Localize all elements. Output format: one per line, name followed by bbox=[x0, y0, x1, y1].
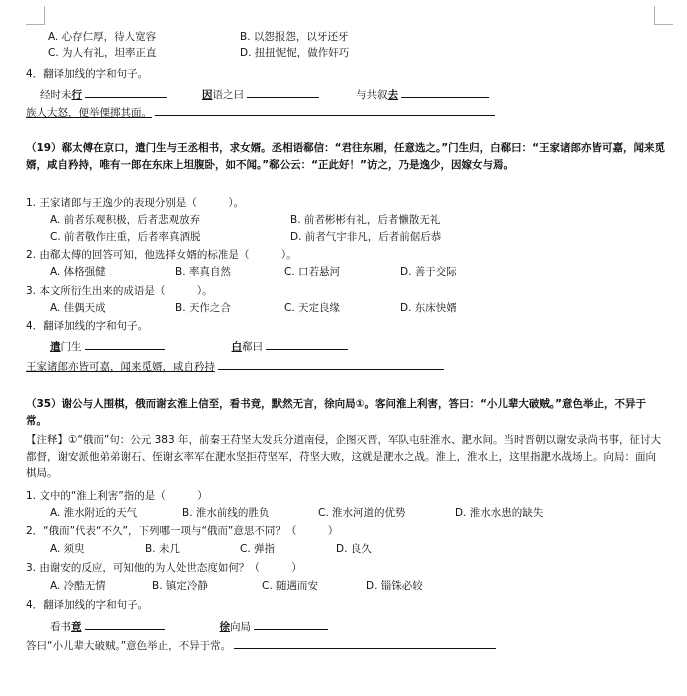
p35-sentence-text: 答曰“小儿辈大破贼。”意色举止，不异于常。 bbox=[26, 640, 232, 652]
p19-q1-option-d: D. 前者气宇非凡，后者前倨后恭 bbox=[290, 231, 442, 243]
p19-translate-sentence-row bbox=[26, 358, 444, 374]
question-4-heading: 4．翻译加线的字和句子。 bbox=[26, 68, 149, 80]
p35-word-2-key: 徐 bbox=[219, 621, 231, 633]
option-a: A. 心存仁厚，待人宽容 bbox=[48, 31, 157, 43]
p19-q2-option-b: B. 率真自然 bbox=[175, 266, 231, 278]
p35-question-2: 2．“俄而”代表“不久”，下列哪一项与“俄而”意思不同？（ ） bbox=[26, 525, 339, 537]
p19-q2-option-d: D. 善于交际 bbox=[400, 266, 457, 278]
word-1-key: 行 bbox=[71, 89, 82, 101]
word-3-key: 去 bbox=[387, 89, 399, 101]
passage-35-note: 【注释】①“俄而”句：公元 383 年，前秦王苻坚大发兵分道南侵，企图灭晋，军队屯驻淮水、淝水间。当时晋朝以谢安录尚书事，征讨大都督，谢安派他弟弟谢石、侄谢玄率军在淝水坚拒苻坚军，苻坚大败，这就是淝水之战。淮上，淮水上，这里指淝水战场上。向局：面向棋局。 bbox=[26, 434, 662, 479]
p19-q1-option-a: A. 前者乐观积极，后者悲观放弃 bbox=[50, 214, 201, 226]
p19-answer-blank-1[interactable] bbox=[85, 338, 165, 350]
p35-answer-blank-sentence[interactable] bbox=[234, 637, 496, 649]
p19-question-1: 1. 王家诸郎与王逸少的表现分别是（ ）。 bbox=[26, 197, 245, 209]
p19-answer-blank-sentence[interactable] bbox=[218, 358, 444, 370]
p35-q2-option-b: B. 未几 bbox=[145, 543, 180, 555]
passage-35: （35）谢公与人围棋，俄而谢玄淮上信至，看书竟，默然无言，徐向局①。客问淮上利害，答曰：“小儿辈大破贼。”意色举止，不异于常。 bbox=[26, 398, 647, 427]
p19-word-1-key: 遣 bbox=[50, 341, 61, 353]
p19-word-1-text: 门生 bbox=[60, 341, 82, 353]
p35-q3-option-a: A. 冷酷无情 bbox=[50, 580, 106, 592]
p19-q3-option-d: D. 东床快婿 bbox=[400, 302, 457, 314]
word-1-text: 经时未 bbox=[40, 89, 72, 101]
translate-sentence-row bbox=[26, 104, 495, 120]
answer-blank-3[interactable] bbox=[401, 86, 489, 98]
p35-q3-option-c: C. 随遇而安 bbox=[262, 580, 319, 592]
p19-q3-option-b: B. 天作之合 bbox=[175, 302, 231, 314]
p35-answer-blank-1[interactable] bbox=[85, 618, 165, 630]
p19-word-2-text: 郗曰 bbox=[242, 341, 264, 353]
p19-q2-option-c: C. 口若悬河 bbox=[284, 266, 341, 278]
p19-question-4: 4．翻译加线的字和句子。 bbox=[26, 320, 149, 332]
p35-translate-sentence-row bbox=[26, 637, 496, 653]
answer-blank-sentence[interactable] bbox=[155, 104, 495, 116]
p35-word-1-key: 竟 bbox=[71, 621, 82, 633]
p35-q2-option-d: D. 良久 bbox=[336, 543, 372, 555]
translate-words-row bbox=[40, 86, 489, 102]
p19-q1-option-c: C. 前者敬作庄重，后者率真洒脱 bbox=[50, 231, 201, 243]
answer-blank-2[interactable] bbox=[247, 86, 319, 98]
p19-q3-option-a: A. 佳偶天成 bbox=[50, 302, 106, 314]
option-c: C. 为人有礼，坦率正直 bbox=[48, 47, 157, 59]
p19-q3-option-c: C. 天定良缘 bbox=[284, 302, 341, 314]
option-d: D. 扭扭怩怩，做作奸巧 bbox=[240, 47, 350, 59]
p19-translate-words-row bbox=[50, 338, 348, 354]
p35-q3-option-b: B. 镇定冷静 bbox=[152, 580, 208, 592]
p35-word-2-text: 向局 bbox=[230, 621, 252, 633]
word-2-text: 语之曰 bbox=[212, 89, 245, 101]
p35-question-1: 1. 文中的“淮上利害”指的是（ ） bbox=[26, 490, 208, 502]
option-b: B. 以怨报怨，以牙还牙 bbox=[240, 31, 349, 43]
p19-question-3: 3. 本文所衍生出来的成语是（ ）。 bbox=[26, 285, 213, 297]
p35-q2-option-a: A. 须臾 bbox=[50, 543, 85, 555]
p35-q1-option-b: B. 淮水前线的胜负 bbox=[182, 507, 270, 519]
p35-q2-option-c: C. 弹指 bbox=[240, 543, 276, 555]
word-3-text: 与共叙 bbox=[356, 89, 388, 101]
p19-sentence-text: 王家诸郎亦皆可嘉，闻来觅婿，咸自矜持 bbox=[26, 361, 215, 373]
p35-translate-words-row bbox=[50, 618, 328, 634]
p35-answer-blank-2[interactable] bbox=[254, 618, 328, 630]
p19-answer-blank-2[interactable] bbox=[266, 338, 348, 350]
p35-word-1-text: 看书 bbox=[50, 621, 71, 633]
p35-question-4: 4．翻译加线的字和句子。 bbox=[26, 599, 149, 611]
p19-q2-option-a: A. 体格强健 bbox=[50, 266, 106, 278]
p35-q1-option-c: C. 淮水河道的优势 bbox=[318, 507, 406, 519]
answer-blank-1[interactable] bbox=[85, 86, 167, 98]
word-2-key: 因 bbox=[202, 89, 213, 101]
p35-question-3: 3. 由谢安的反应，可知他的为人处世态度如何？（ ） bbox=[26, 562, 302, 574]
p19-word-2-key: 白 bbox=[231, 341, 243, 353]
passage-19: （19）郗太傅在京口，遣门生与王丞相书，求女婿。丞相语郗信：“君往东厢，任意选之。”门生归，白郗曰：“王家诸郎亦皆可嘉，闻来觅婿，咸自矜持，唯有一郎在东床上坦腹卧，如不闻。”郗公云：“正此好！”访之，乃是逸少，因嫁女与焉。 bbox=[26, 142, 666, 171]
sentence-text: 族人大怒，便举傈掷其面。 bbox=[26, 107, 152, 119]
p35-q3-option-d: D. 锱铢必较 bbox=[366, 580, 423, 592]
p19-q1-option-b: B. 前者彬彬有礼，后者懒散无礼 bbox=[290, 214, 441, 226]
p35-q1-option-d: D. 淮水水患的缺失 bbox=[455, 507, 544, 519]
p35-q1-option-a: A. 淮水附近的天气 bbox=[50, 507, 138, 519]
p19-question-2: 2. 由郗太傅的回答可知，他选择女婿的标准是（ ）。 bbox=[26, 249, 297, 261]
